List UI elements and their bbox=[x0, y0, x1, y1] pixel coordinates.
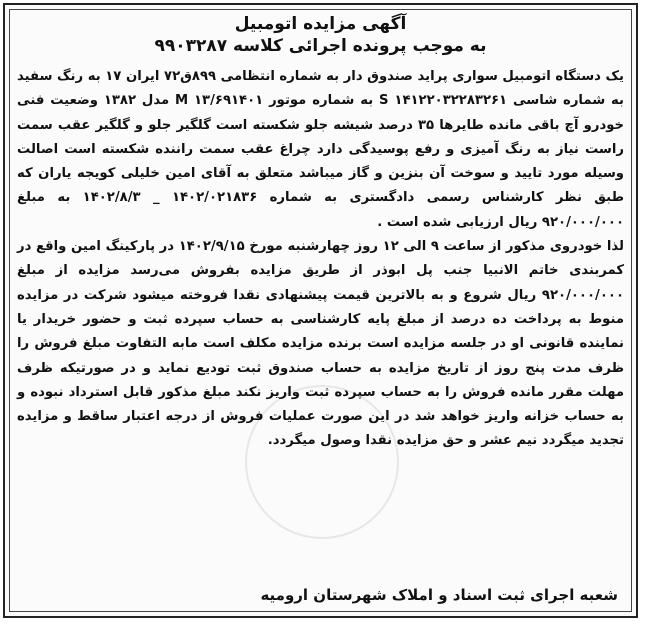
title-line-2: به موجب پرونده اجرائی کلاسه ۹۹۰۳۲۸۷ bbox=[154, 36, 487, 56]
notice-title bbox=[5, 13, 636, 57]
notice-body bbox=[17, 65, 624, 454]
issuer-signature: شعبه اجرای ثبت اسناد و املاک شهرستان ارومیه bbox=[260, 586, 618, 604]
notice-frame bbox=[3, 3, 638, 618]
paragraph-vehicle-details: یک دستگاه اتومبیل سواری پراید صندوق دار به شماره انتظامی ۸۹۹ق۷۲ ایران ۱۷ به رنگ سفید به شماره شاسی ۱۴۱۲۲۰۳۲۲۸۳۲۶۱ S به شماره موتور ۱۳/۶۹۱۴۰۱ M مدل ۱۳۸۲ وضعیت فنی خودرو آچ باقی مانده طایرها ۳۵ درصد شیشه جلو شکسته است گلگیر جلو و گلگیر عقب سمت راست نیاز به رنگ آمیزی و رفع پوسیدگی دارد چراغ عقب سمت راننده شکسته است اصالت وسیله مورد تایید و سوخت آن بنزین و گاز میباشد متعلق به آقای امین خلیلی کویجه یاران که طبق نظر کارشناس رسمی دادگستری به شماره ۱۴۰۲/۰۲۱۸۳۶ _ ۱۴۰۲/۸/۳ به مبلغ ۹۲۰/۰۰۰/۰۰۰ ریال ارزیابی شده است . bbox=[17, 69, 625, 230]
paragraph-auction-terms: لذا خودروی مذکور از ساعت ۹ الی ۱۲ روز چهارشنبه مورخ ۱۴۰۲/۹/۱۵ در پارکینگ امین واقع در کمربندی خاتم الانبیا جنب پل ابوذر از طریق مزایده بفروش می‌رسد مزایده از مبلغ ۹۲۰/۰۰۰/۰۰۰ ریال شروع و به بالاترین قیمت پیشنهادی نقدا فروخته میشود شرکت در مزایده منوط به پرداخت ده درصد از مبلغ پایه کارشناسی به حساب سپرده ثبت و حضور خریدار یا نماینده قانونی او در جلسه مزایده است برنده مزایده مکلف است مابه التفاوت مبلغ فروش را ظرف مدت پنج روز از تاریخ مزایده به حساب صندوق ثبت تودیع نماید و در صورتیکه ظرف مهلت مقرر مانده فروش را به حساب سپرده ثبت واریز نکند مبلغ مذکور قابل استرداد نبوده و به حساب خزانه واریز خواهد شد در این صورت عملیات فروش از درجه اعتبار ساقط و مزایده تجدید میگردد نیم عشر و حق مزایده نقدا وصول میگردد. bbox=[17, 239, 624, 449]
title-line-1: آگهی مزایده اتومبیل bbox=[234, 14, 407, 34]
